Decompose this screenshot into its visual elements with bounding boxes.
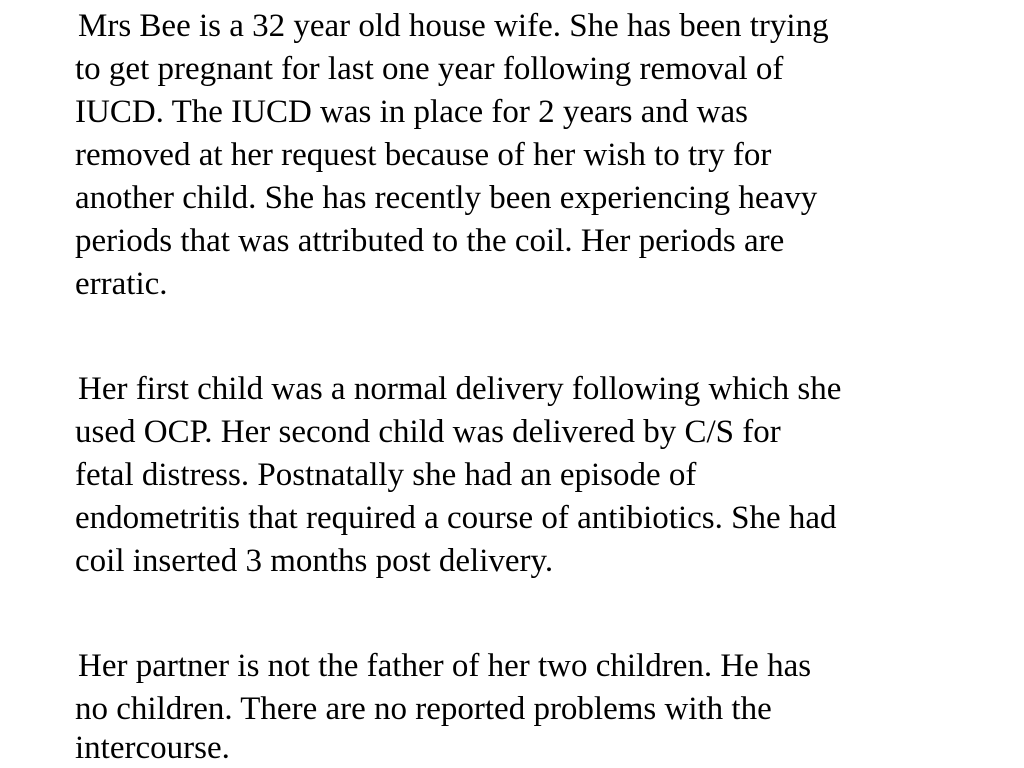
paragraph-line: coil inserted 3 months post delivery. bbox=[75, 543, 554, 579]
paragraph-line: intercourse. bbox=[75, 730, 230, 766]
paragraph-line: used OCP. Her second child was delivered by C/S for bbox=[75, 414, 781, 450]
paragraph-line: Her first child was a normal delivery following which she bbox=[78, 371, 842, 407]
paragraph-line: IUCD. The IUCD was in place for 2 years and was bbox=[75, 94, 748, 130]
paragraph-line: erratic. bbox=[75, 266, 168, 302]
paragraph-line: no children. There are no reported problems with the bbox=[75, 691, 772, 727]
paragraph-line: to get pregnant for last one year following removal of bbox=[75, 51, 784, 87]
paragraph-line: removed at her request because of her wish to try for bbox=[75, 137, 772, 173]
paragraph-line: endometritis that required a course of antibiotics. She had bbox=[75, 500, 837, 536]
paragraph-line: fetal distress. Postnatally she had an episode of bbox=[75, 457, 697, 493]
paragraph-line: periods that was attributed to the coil. Her periods are bbox=[75, 223, 785, 259]
paragraph-line: Mrs Bee is a 32 year old house wife. She has been trying bbox=[78, 8, 829, 44]
paragraph-line: Her partner is not the father of her two children. He has bbox=[78, 648, 812, 684]
paragraph-line: another child. She has recently been experiencing heavy bbox=[75, 180, 818, 216]
